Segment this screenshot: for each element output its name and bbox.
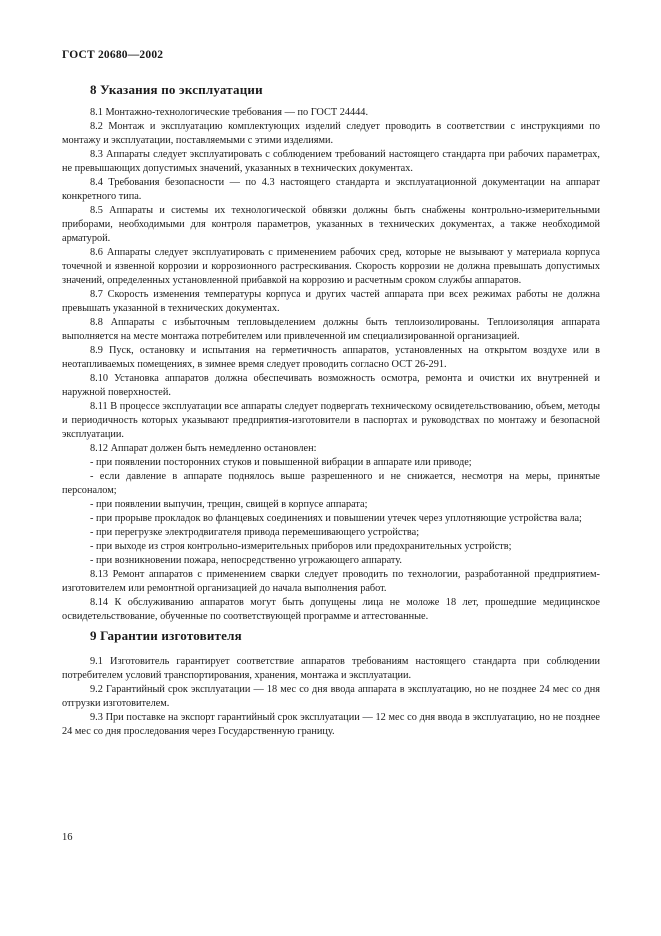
paragraph-8-9: 8.9 Пуск, остановку и испытания на герметичность аппаратов, установленных на открытом воздухе или в неотапливаемых помещениях, в зимнее время следует проводить согласно ОСТ 26-291.	[62, 345, 600, 370]
paragraph-8-2: 8.2 Монтаж и эксплуатацию комплектующих изделий следует проводить в соответствии с инструкциями по монтажу и эксплуатации, поставляемыми с этими изделиями.	[62, 121, 600, 146]
list-item: - если давление в аппарате поднялось выше разрешенного и не снижается, несмотря на меры, принятые персоналом;	[62, 471, 600, 496]
paragraph-8-10: 8.10 Установка аппаратов должна обеспечивать возможность осмотра, ремонта и очистки их внутренней и наружной поверхностей.	[62, 373, 600, 398]
paragraph-8-12: 8.12 Аппарат должен быть немедленно остановлен:	[90, 443, 317, 454]
section-8-body	[62, 106, 600, 624]
section-9-title: 9 Гарантии изготовителя	[90, 628, 242, 643]
list-item: - при перегрузке электродвигателя привода перемешивающего устройства;	[90, 527, 420, 538]
page-number: 16	[62, 832, 73, 843]
section-8-title: 8 Указания по эксплуатации	[90, 82, 263, 97]
paragraph-8-6: 8.6 Аппараты следует эксплуатировать с применением рабочих сред, которые не вызывают у материала корпуса точечной и язвенной коррозии и коррозионного растрескивания. Скорость коррозии не должна превышать допустимых значений, определенных установленной прибавкой на коррозию и расчетным сроком службы аппаратов.	[62, 247, 600, 286]
list-item: - при появлении посторонних стуков и повышенной вибрации в аппарате или приводе;	[90, 457, 472, 468]
paragraph-9-2: 9.2 Гарантийный срок эксплуатации — 18 мес со дня ввода аппарата в эксплуатацию, но не позднее 24 мес со дня отгрузки изготовителем.	[62, 684, 600, 709]
paragraph-8-7: 8.7 Скорость изменения температуры корпуса и других частей аппарата при всех режимах работы не должна превышать указанной в технических документах.	[62, 289, 600, 314]
section-9-body	[62, 655, 600, 739]
paragraph-8-1: 8.1 Монтажно-технологические требования — по ГОСТ 24444.	[90, 107, 369, 118]
paragraph-8-4: 8.4 Требования безопасности — по 4.3 настоящего стандарта и эксплуатационной документации на аппарат конкретного типа.	[62, 177, 600, 202]
paragraph-8-13: 8.13 Ремонт аппаратов с применением сварки следует проводить по технологии, разработанной предприятием-изготовителем или ремонтной организацией до начала выполнения работ.	[62, 569, 600, 594]
list-item: - при прорыве прокладок во фланцевых соединениях и повышении утечек через уплотняющие устройства вала;	[90, 513, 582, 524]
list-item: - при возникновении пожара, непосредственно угрожающего аппарату.	[90, 555, 402, 566]
list-item: - при выходе из строя контрольно-измерительных приборов или предохранительных устройств;	[90, 541, 512, 552]
paragraph-8-3: 8.3 Аппараты следует эксплуатировать с соблюдением требований настоящего стандарта при рабочих параметрах, не превышающих допустимых значений, указанных в технических документах.	[62, 149, 600, 174]
paragraph-9-1: 9.1 Изготовитель гарантирует соответствие аппаратов требованиям настоящего стандарта при соблюдении потребителем условий транспортирования, хранения, монтажа и эксплуатации.	[62, 656, 600, 681]
paragraph-8-5: 8.5 Аппараты и системы их технологической обвязки должны быть снабжены контрольно-измерительными приборами, необходимыми для контроля параметров, указанных в технических документах, а также необходимой арматурой.	[62, 205, 600, 244]
document-id-header: ГОСТ 20680—2002	[62, 49, 164, 61]
list-item: - при появлении выпучин, трещин, свищей в корпусе аппарата;	[90, 499, 368, 510]
paragraph-8-11: 8.11 В процессе эксплуатации все аппараты следует подвергать техническому освидетельствованию, объем, методы и периодичность которых указывают предприятия-изготовители в паспортах и руководствах по монтажу и безопасной эксплуатации.	[62, 401, 600, 440]
paragraph-8-14: 8.14 К обслуживанию аппаратов могут быть допущены лица не моложе 18 лет, прошедшие медицинское освидетельствование, обученные по соответствующей программе и аттестованные.	[62, 597, 600, 622]
paragraph-8-8: 8.8 Аппараты с избыточным тепловыделением должны быть теплоизолированы. Теплоизоляция аппарата выполняется на месте монтажа потребителем или привлеченной им специализированной организацией.	[62, 317, 600, 342]
paragraph-9-3: 9.3 При поставке на экспорт гарантийный срок эксплуатации — 12 мес со дня ввода в эксплуатацию, но не позднее 24 мес со дня проследования через Государственную границу.	[62, 712, 600, 737]
